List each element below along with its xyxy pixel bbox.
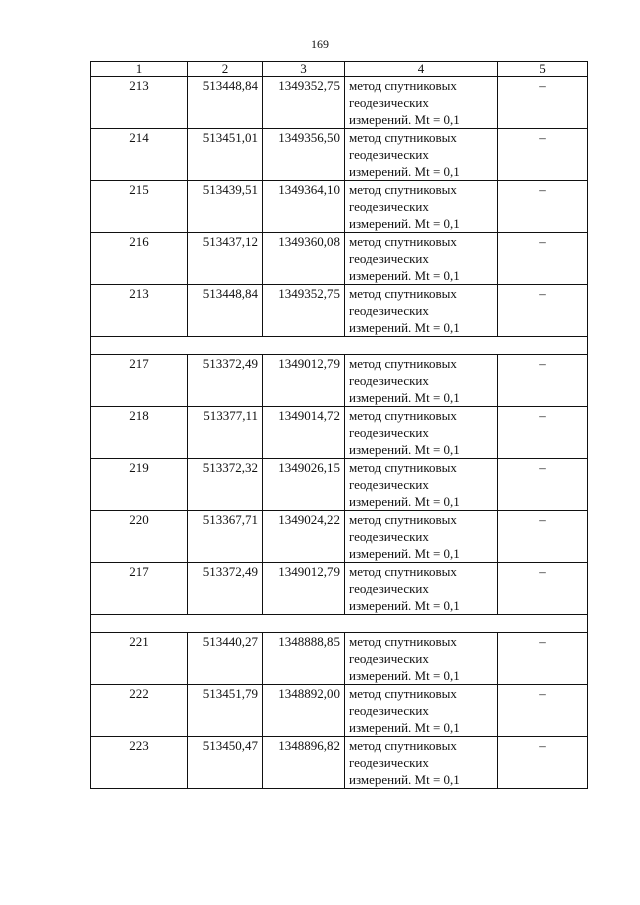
- col5-cell: –: [498, 407, 588, 459]
- col5-cell: –: [498, 77, 588, 129]
- col5-cell: –: [498, 181, 588, 233]
- col5-cell: –: [498, 633, 588, 685]
- point-number-cell: 219: [91, 459, 188, 511]
- method-line: геодезических: [349, 703, 429, 718]
- y-coordinate-cell: 1349024,22: [263, 511, 345, 563]
- point-number-cell: 220: [91, 511, 188, 563]
- table-row: [91, 181, 588, 233]
- x-coordinate-cell: 513451,01: [188, 129, 263, 181]
- method-line: метод спутниковых: [349, 234, 457, 249]
- point-number-cell: 217: [91, 563, 188, 615]
- method-cell: [345, 285, 498, 337]
- header-col-1: 1: [91, 62, 188, 77]
- table-row: [91, 285, 588, 337]
- method-line: геодезических: [349, 147, 429, 162]
- method-line: геодезических: [349, 251, 429, 266]
- table-row: [91, 633, 588, 685]
- col5-cell: –: [498, 459, 588, 511]
- method-cell: [345, 685, 498, 737]
- method-line: геодезических: [349, 303, 429, 318]
- method-line: измерений. Mt = 0,1: [349, 442, 460, 457]
- header-col-2: 2: [188, 62, 263, 77]
- point-number-cell: 223: [91, 737, 188, 789]
- col5-cell: –: [498, 285, 588, 337]
- method-line: геодезических: [349, 477, 429, 492]
- y-coordinate-cell: 1349012,79: [263, 355, 345, 407]
- col5-cell: –: [498, 737, 588, 789]
- table-row: [91, 77, 588, 129]
- y-coordinate-cell: 1348892,00: [263, 685, 345, 737]
- method-cell: [345, 129, 498, 181]
- method-line: метод спутниковых: [349, 634, 457, 649]
- method-line: геодезических: [349, 581, 429, 596]
- x-coordinate-cell: 513377,11: [188, 407, 263, 459]
- point-number-cell: 216: [91, 233, 188, 285]
- method-line: геодезических: [349, 373, 429, 388]
- method-line: геодезических: [349, 95, 429, 110]
- header-col-4: 4: [345, 62, 498, 77]
- method-line: геодезических: [349, 755, 429, 770]
- method-line: метод спутниковых: [349, 686, 457, 701]
- block-separator-row: [91, 615, 588, 633]
- col5-cell: –: [498, 355, 588, 407]
- separator-cell: [91, 615, 588, 633]
- page-number: 169: [311, 37, 329, 51]
- table-header-row: [91, 62, 588, 77]
- x-coordinate-cell: 513448,84: [188, 285, 263, 337]
- method-cell: [345, 459, 498, 511]
- method-line: измерений. Mt = 0,1: [349, 598, 460, 613]
- point-number-cell: 221: [91, 633, 188, 685]
- y-coordinate-cell: 1349352,75: [263, 285, 345, 337]
- y-coordinate-cell: 1349014,72: [263, 407, 345, 459]
- col5-cell: –: [498, 511, 588, 563]
- method-line: геодезических: [349, 529, 429, 544]
- point-number-cell: 215: [91, 181, 188, 233]
- method-cell: [345, 355, 498, 407]
- x-coordinate-cell: 513450,47: [188, 737, 263, 789]
- point-number-cell: 222: [91, 685, 188, 737]
- table-row: [91, 233, 588, 285]
- y-coordinate-cell: 1349352,75: [263, 77, 345, 129]
- point-number-cell: 218: [91, 407, 188, 459]
- table-row: [91, 459, 588, 511]
- separator-cell: [91, 337, 588, 355]
- x-coordinate-cell: 513372,49: [188, 563, 263, 615]
- method-cell: [345, 511, 498, 563]
- x-coordinate-cell: 513372,49: [188, 355, 263, 407]
- point-number-cell: 217: [91, 355, 188, 407]
- method-line: метод спутниковых: [349, 738, 457, 753]
- table-row: [91, 563, 588, 615]
- y-coordinate-cell: 1348888,85: [263, 633, 345, 685]
- method-line: измерений. Mt = 0,1: [349, 164, 460, 179]
- method-line: измерений. Mt = 0,1: [349, 772, 460, 787]
- y-coordinate-cell: 1349360,08: [263, 233, 345, 285]
- x-coordinate-cell: 513372,32: [188, 459, 263, 511]
- coordinates-table: [90, 61, 588, 789]
- method-cell: [345, 563, 498, 615]
- col5-cell: –: [498, 563, 588, 615]
- table-row: [91, 737, 588, 789]
- method-line: метод спутниковых: [349, 460, 457, 475]
- method-cell: [345, 633, 498, 685]
- method-line: измерений. Mt = 0,1: [349, 216, 460, 231]
- method-line: измерений. Mt = 0,1: [349, 494, 460, 509]
- table-body: [91, 77, 588, 789]
- x-coordinate-cell: 513440,27: [188, 633, 263, 685]
- table-row: [91, 355, 588, 407]
- method-line: метод спутниковых: [349, 130, 457, 145]
- method-cell: [345, 407, 498, 459]
- method-line: геодезических: [349, 651, 429, 666]
- col5-cell: –: [498, 685, 588, 737]
- method-line: измерений. Mt = 0,1: [349, 112, 460, 127]
- method-line: измерений. Mt = 0,1: [349, 268, 460, 283]
- point-number-cell: 213: [91, 285, 188, 337]
- method-line: измерений. Mt = 0,1: [349, 720, 460, 735]
- method-line: метод спутниковых: [349, 356, 457, 371]
- method-line: метод спутниковых: [349, 182, 457, 197]
- method-line: метод спутниковых: [349, 286, 457, 301]
- method-cell: [345, 737, 498, 789]
- x-coordinate-cell: 513367,71: [188, 511, 263, 563]
- method-line: измерений. Mt = 0,1: [349, 668, 460, 683]
- method-line: метод спутниковых: [349, 408, 457, 423]
- method-line: измерений. Mt = 0,1: [349, 390, 460, 405]
- point-number-cell: 213: [91, 77, 188, 129]
- header-col-3: 3: [263, 62, 345, 77]
- x-coordinate-cell: 513448,84: [188, 77, 263, 129]
- method-line: измерений. Mt = 0,1: [349, 320, 460, 335]
- col5-cell: –: [498, 129, 588, 181]
- block-separator-row: [91, 337, 588, 355]
- method-line: метод спутниковых: [349, 512, 457, 527]
- method-line: геодезических: [349, 425, 429, 440]
- col5-cell: –: [498, 233, 588, 285]
- y-coordinate-cell: 1349026,15: [263, 459, 345, 511]
- y-coordinate-cell: 1349012,79: [263, 563, 345, 615]
- method-line: метод спутниковых: [349, 564, 457, 579]
- x-coordinate-cell: 513437,12: [188, 233, 263, 285]
- method-cell: [345, 77, 498, 129]
- method-line: измерений. Mt = 0,1: [349, 546, 460, 561]
- method-line: метод спутниковых: [349, 78, 457, 93]
- point-number-cell: 214: [91, 129, 188, 181]
- y-coordinate-cell: 1349356,50: [263, 129, 345, 181]
- method-cell: [345, 181, 498, 233]
- table-row: [91, 511, 588, 563]
- table-row: [91, 129, 588, 181]
- x-coordinate-cell: 513451,79: [188, 685, 263, 737]
- method-cell: [345, 233, 498, 285]
- table-row: [91, 685, 588, 737]
- y-coordinate-cell: 1348896,82: [263, 737, 345, 789]
- method-line: геодезических: [349, 199, 429, 214]
- x-coordinate-cell: 513439,51: [188, 181, 263, 233]
- y-coordinate-cell: 1349364,10: [263, 181, 345, 233]
- header-col-5: 5: [498, 62, 588, 77]
- table-row: [91, 407, 588, 459]
